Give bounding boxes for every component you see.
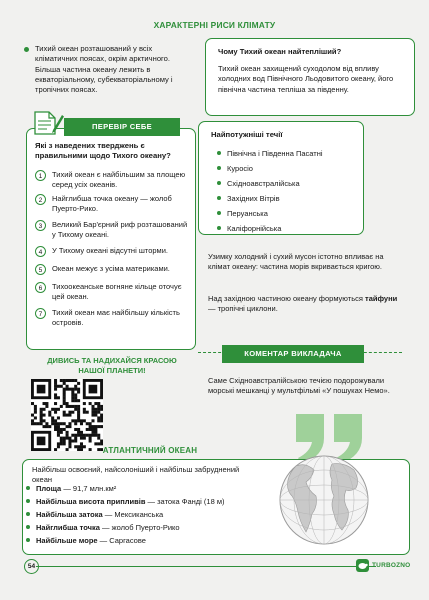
comment-text: Саме Східноавстралійською течією подорожували морські мешканці у мультфільмі «У пошуках Немо». — [208, 376, 390, 396]
quiz-item-6[interactable]: 6 Тихоокеанське вогняне кільце оточує цей океан. — [35, 282, 182, 302]
current-item: Куросіо — [227, 164, 253, 173]
quiz-item-2[interactable]: 2 Найглибша точка океану — жолоб Пуерто-Рико. — [35, 194, 192, 214]
quiz-item-4[interactable]: 4 У Тихому океані відсутні шторми. — [35, 246, 202, 256]
atlantic-title: АТЛАНТИЧНИЙ ОКЕАН — [102, 446, 198, 455]
current-item: Західних Вітрів — [227, 194, 280, 203]
quiz-question: Які з наведених тверджень є правильними щодо Тихого океану? — [35, 141, 171, 160]
quiz-number-4: 4 — [35, 246, 46, 257]
motto-text: ДИВИСЬ ТА НАДИХАЙСЯ КРАСОЮ НАШОЇ ПЛАНЕТИ! — [47, 356, 177, 375]
quiz-number-3: 3 — [35, 220, 46, 231]
intro-text: Тихий океан розташований у всіх кліматичних поясах, окрім арктичного. Більша частина океану лежить в екваторіальному, субекваторіальному і тропічних поясах. — [35, 44, 173, 95]
monsoon-paragraph: Узимку холодний і сухий мусон істотно впливає на клімат океану: частина морів вкривається кригою. — [208, 252, 384, 272]
quiz-number-6: 6 — [35, 282, 46, 293]
atlantic-intro: Найбільш освоєний, найсолоніший і найбільш забруднений океан — [32, 465, 240, 485]
footer-line — [36, 566, 376, 567]
typhoon-term: тайфуни — [365, 294, 398, 303]
why-box — [205, 38, 415, 116]
typhoon-paragraph: Над західною частиною океану формуються тайфуни — тропічні циклони. — [208, 294, 398, 314]
why-question: Чому Тихий океан найтепліший? — [218, 47, 342, 56]
currents-box — [198, 121, 364, 235]
quiz-item-5[interactable]: 5 Океан межує з усіма материками. — [35, 264, 202, 274]
atlantic-list — [22, 484, 272, 554]
atlantic-row-deepest: Найглибша точка — жолоб Пуерто-Рико — [36, 523, 180, 532]
atlantic-row-tides: Найбільша висота припливів — затока Фанді (18 м) — [36, 497, 225, 506]
quiz-number-2: 2 — [35, 194, 46, 205]
brand-logo: TURBOZNO — [356, 559, 410, 572]
pencil-note-icon — [31, 108, 65, 141]
quiz-item-7[interactable]: 7 Тихий океан має найбільшу кількість островів. — [35, 308, 192, 328]
turtle-icon — [356, 559, 369, 572]
page-number: 54 — [24, 559, 39, 574]
why-answer: Тихий океан захищений суходолом від впливу холодних вод Північного Льодовитого океану, його північна частина тепліша за південну. — [218, 64, 394, 94]
quiz-header: ПЕРЕВІР СЕБЕ — [64, 118, 180, 136]
section-title: ХАРАКТЕРНІ РИСИ КЛІМАТУ — [153, 20, 276, 30]
qr-code[interactable] — [31, 379, 103, 456]
current-item: Перуанська — [227, 209, 268, 218]
current-item: Північна і Південна Пасатні — [227, 149, 323, 158]
quiz-number-7: 7 — [35, 308, 46, 319]
atlantic-row-sea: Найбільше море — Саргасове — [36, 536, 146, 545]
current-item: Східноавстралійська — [227, 179, 300, 188]
currents-title: Найпотужніші течії — [211, 130, 283, 139]
quiz-item-3[interactable]: 3 Великий Бар'єрний риф розташований у Тихому океані. — [35, 220, 192, 240]
quiz-number-5: 5 — [35, 264, 46, 275]
atlantic-row-gulf: Найбільша затока — Мексиканська — [36, 510, 163, 519]
atlantic-globe-image — [276, 452, 372, 553]
quiz-number-1: 1 — [35, 170, 46, 181]
quiz-item-1[interactable]: 1 Тихий океан є найбільшим за площею серед усіх океанів. — [35, 170, 192, 190]
quiz-list — [26, 170, 196, 350]
current-item: Каліфорнійська — [227, 224, 281, 233]
atlantic-row-area: Площа — 91,7 млн.км² — [36, 484, 116, 493]
comment-header: КОМЕНТАР ВИКЛАДАЧА — [222, 345, 364, 363]
